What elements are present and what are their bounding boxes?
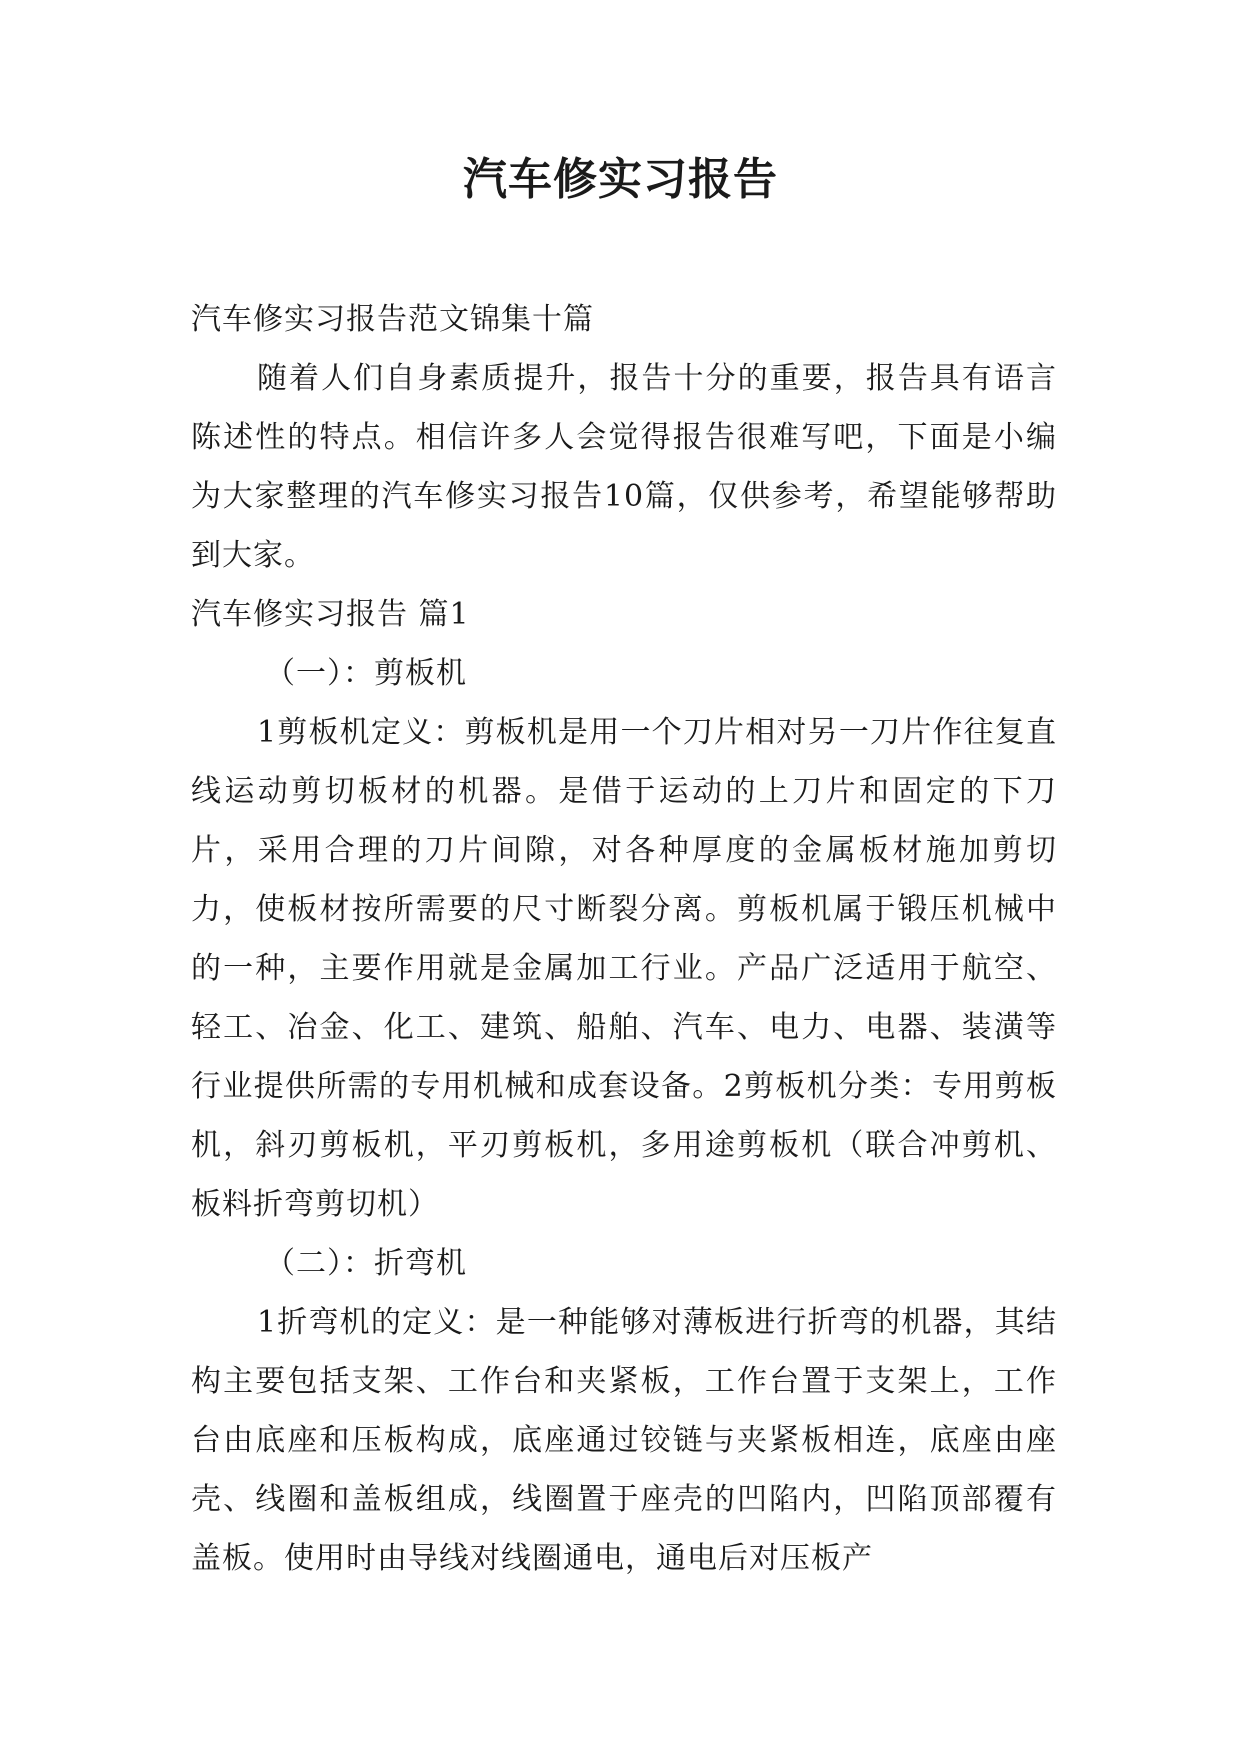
subsection-heading-shear: （一）：剪板机 <box>265 656 467 691</box>
document-title: 汽车修实习报告 <box>463 154 778 205</box>
paragraph-bending: 1折弯机的定义：是一种能够对薄板进行折弯的机器，其结构主要包括支架、工作台和夹紧板，工作台置于支架上，工作台由底座和压板构成，底座通过铰链与夹紧板相连，底座由座壳、线圈和盖板组成，线圈置于座壳的凹陷内，凹陷顶部覆有盖板。使用时由导线对线圈通电，通电后对压板产 <box>191 1305 1057 1576</box>
document-subtitle: 汽车修实习报告范文锦集十篇 <box>191 302 594 337</box>
document-body <box>191 290 1057 1588</box>
section-heading: 汽车修实习报告 篇1 <box>191 597 470 632</box>
intro-paragraph: 随着人们自身素质提升，报告十分的重要，报告具有语言陈述性的特点。相信许多人会觉得报告很难写吧，下面是小编为大家整理的汽车修实习报告10篇，仅供参考，希望能够帮助到大家。 <box>191 361 1057 573</box>
subsection-heading-bending: （二）：折弯机 <box>265 1246 467 1281</box>
paragraph-shear: 1剪板机定义：剪板机是用一个刀片相对另一刀片作往复直线运动剪切板材的机器。是借于运动的上刀片和固定的下刀片，采用合理的刀片间隙，对各种厚度的金属板材施加剪切力，使板材按所需要的尺寸断裂分离。剪板机属于锻压机械中的一种，主要作用就是金属加工行业。产品广泛适用于航空、轻工、冶金、化工、建筑、船舶、汽车、电力、电器、装潢等行业提供所需的专用机械和成套设备。2剪板机分类：专用剪板机，斜刃剪板机，平刃剪板机，多用途剪板机（联合冲剪机、板料折弯剪切机） <box>191 715 1057 1222</box>
